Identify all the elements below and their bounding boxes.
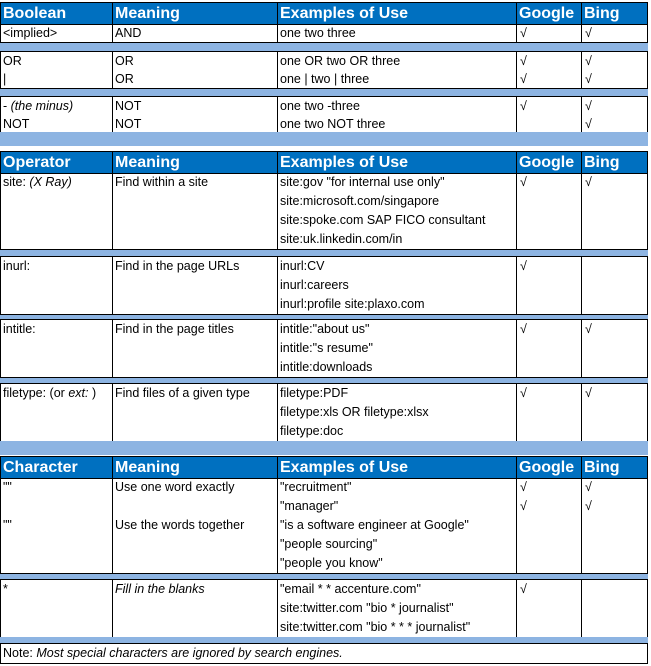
check-icon: √ <box>517 384 582 441</box>
table-row: | OR one | two | three √ √ <box>0 70 648 88</box>
operator-intitle-block: intitle: Find in the page titles intitle:"about us" intitle:"s resume" intitle:downloads √ √ <box>0 320 648 377</box>
operator-inurl-block: inurl: Find in the page URLs inurl:CV inurl:careers inurl:profile site:plaxo.com √ <box>0 257 648 314</box>
check-icon: √ <box>520 499 527 513</box>
check-icon: √ <box>517 173 582 249</box>
character-quote-phrase-block: "" Use the words together "is a software engineer at Google" "people sourcing" "people you know" <box>0 516 648 573</box>
check-icon: √ <box>517 97 582 115</box>
header-google: Google <box>517 457 582 478</box>
check-icon: √ <box>517 70 582 88</box>
table-row: OR OR one OR two OR three √ √ <box>0 52 648 70</box>
check-icon: √ <box>517 320 582 377</box>
header-examples: Examples of Use <box>278 152 517 173</box>
check-icon: √ <box>582 384 648 441</box>
character-header-row <box>0 456 648 479</box>
header-examples: Examples of Use <box>278 3 517 24</box>
header-meaning: Meaning <box>113 457 278 478</box>
check-icon: √ <box>582 173 648 249</box>
header-google: Google <box>517 3 582 24</box>
header-character: Character <box>0 457 113 478</box>
header-examples: Examples of Use <box>278 457 517 478</box>
check-icon: √ <box>585 499 592 513</box>
header-bing: Bing <box>582 3 648 24</box>
check-icon: √ <box>582 115 648 132</box>
operator-header-row <box>0 151 648 174</box>
operator-filetype-block: filetype: (or ext: ) Find files of a given type filetype:PDF filetype:xls OR filetype:xlsx filetype:doc √ √ <box>0 384 648 441</box>
boolean-header-row <box>0 2 648 25</box>
header-google: Google <box>517 152 582 173</box>
character-star-block: * Fill in the blanks "email * * accenture.com" site:twitter.com "bio * journalist" site:twitter.com "bio * * * journalist" √ <box>0 580 648 637</box>
check-icon: √ <box>517 52 582 70</box>
header-meaning: Meaning <box>113 152 278 173</box>
header-boolean: Boolean <box>0 3 113 24</box>
check-icon: √ <box>520 480 527 494</box>
header-meaning: Meaning <box>113 3 278 24</box>
check-icon: √ <box>582 97 648 115</box>
check-icon: √ <box>517 24 582 42</box>
header-operator: Operator <box>0 152 113 173</box>
operator-site-block: site: (X Ray) Find within a site site:gov "for internal use only" site:microsoft.com/singapore site:spoke.com SAP FICO consultant site:uk.linkedin.com/in √ √ <box>0 173 648 249</box>
check-icon: √ <box>582 320 648 377</box>
table-row: - (the minus) NOT one two -three √ √ <box>0 97 648 115</box>
header-bing: Bing <box>582 152 648 173</box>
footnote: Note: Most special characters are ignored by search engines. <box>0 643 648 664</box>
check-icon: √ <box>517 257 582 314</box>
header-bing: Bing <box>582 457 648 478</box>
check-icon: √ <box>582 24 648 42</box>
check-icon: √ <box>582 70 648 88</box>
check-icon: √ <box>585 480 592 494</box>
check-icon: √ <box>517 580 582 637</box>
character-quote-exact-block: "" Use one word exactly "recruitment" "manager" √ √ √ √ <box>0 478 648 516</box>
table-row: NOT NOT one two NOT three √ <box>0 115 648 132</box>
table-row: <implied> AND one two three √ √ <box>0 24 648 42</box>
check-icon: √ <box>582 52 648 70</box>
